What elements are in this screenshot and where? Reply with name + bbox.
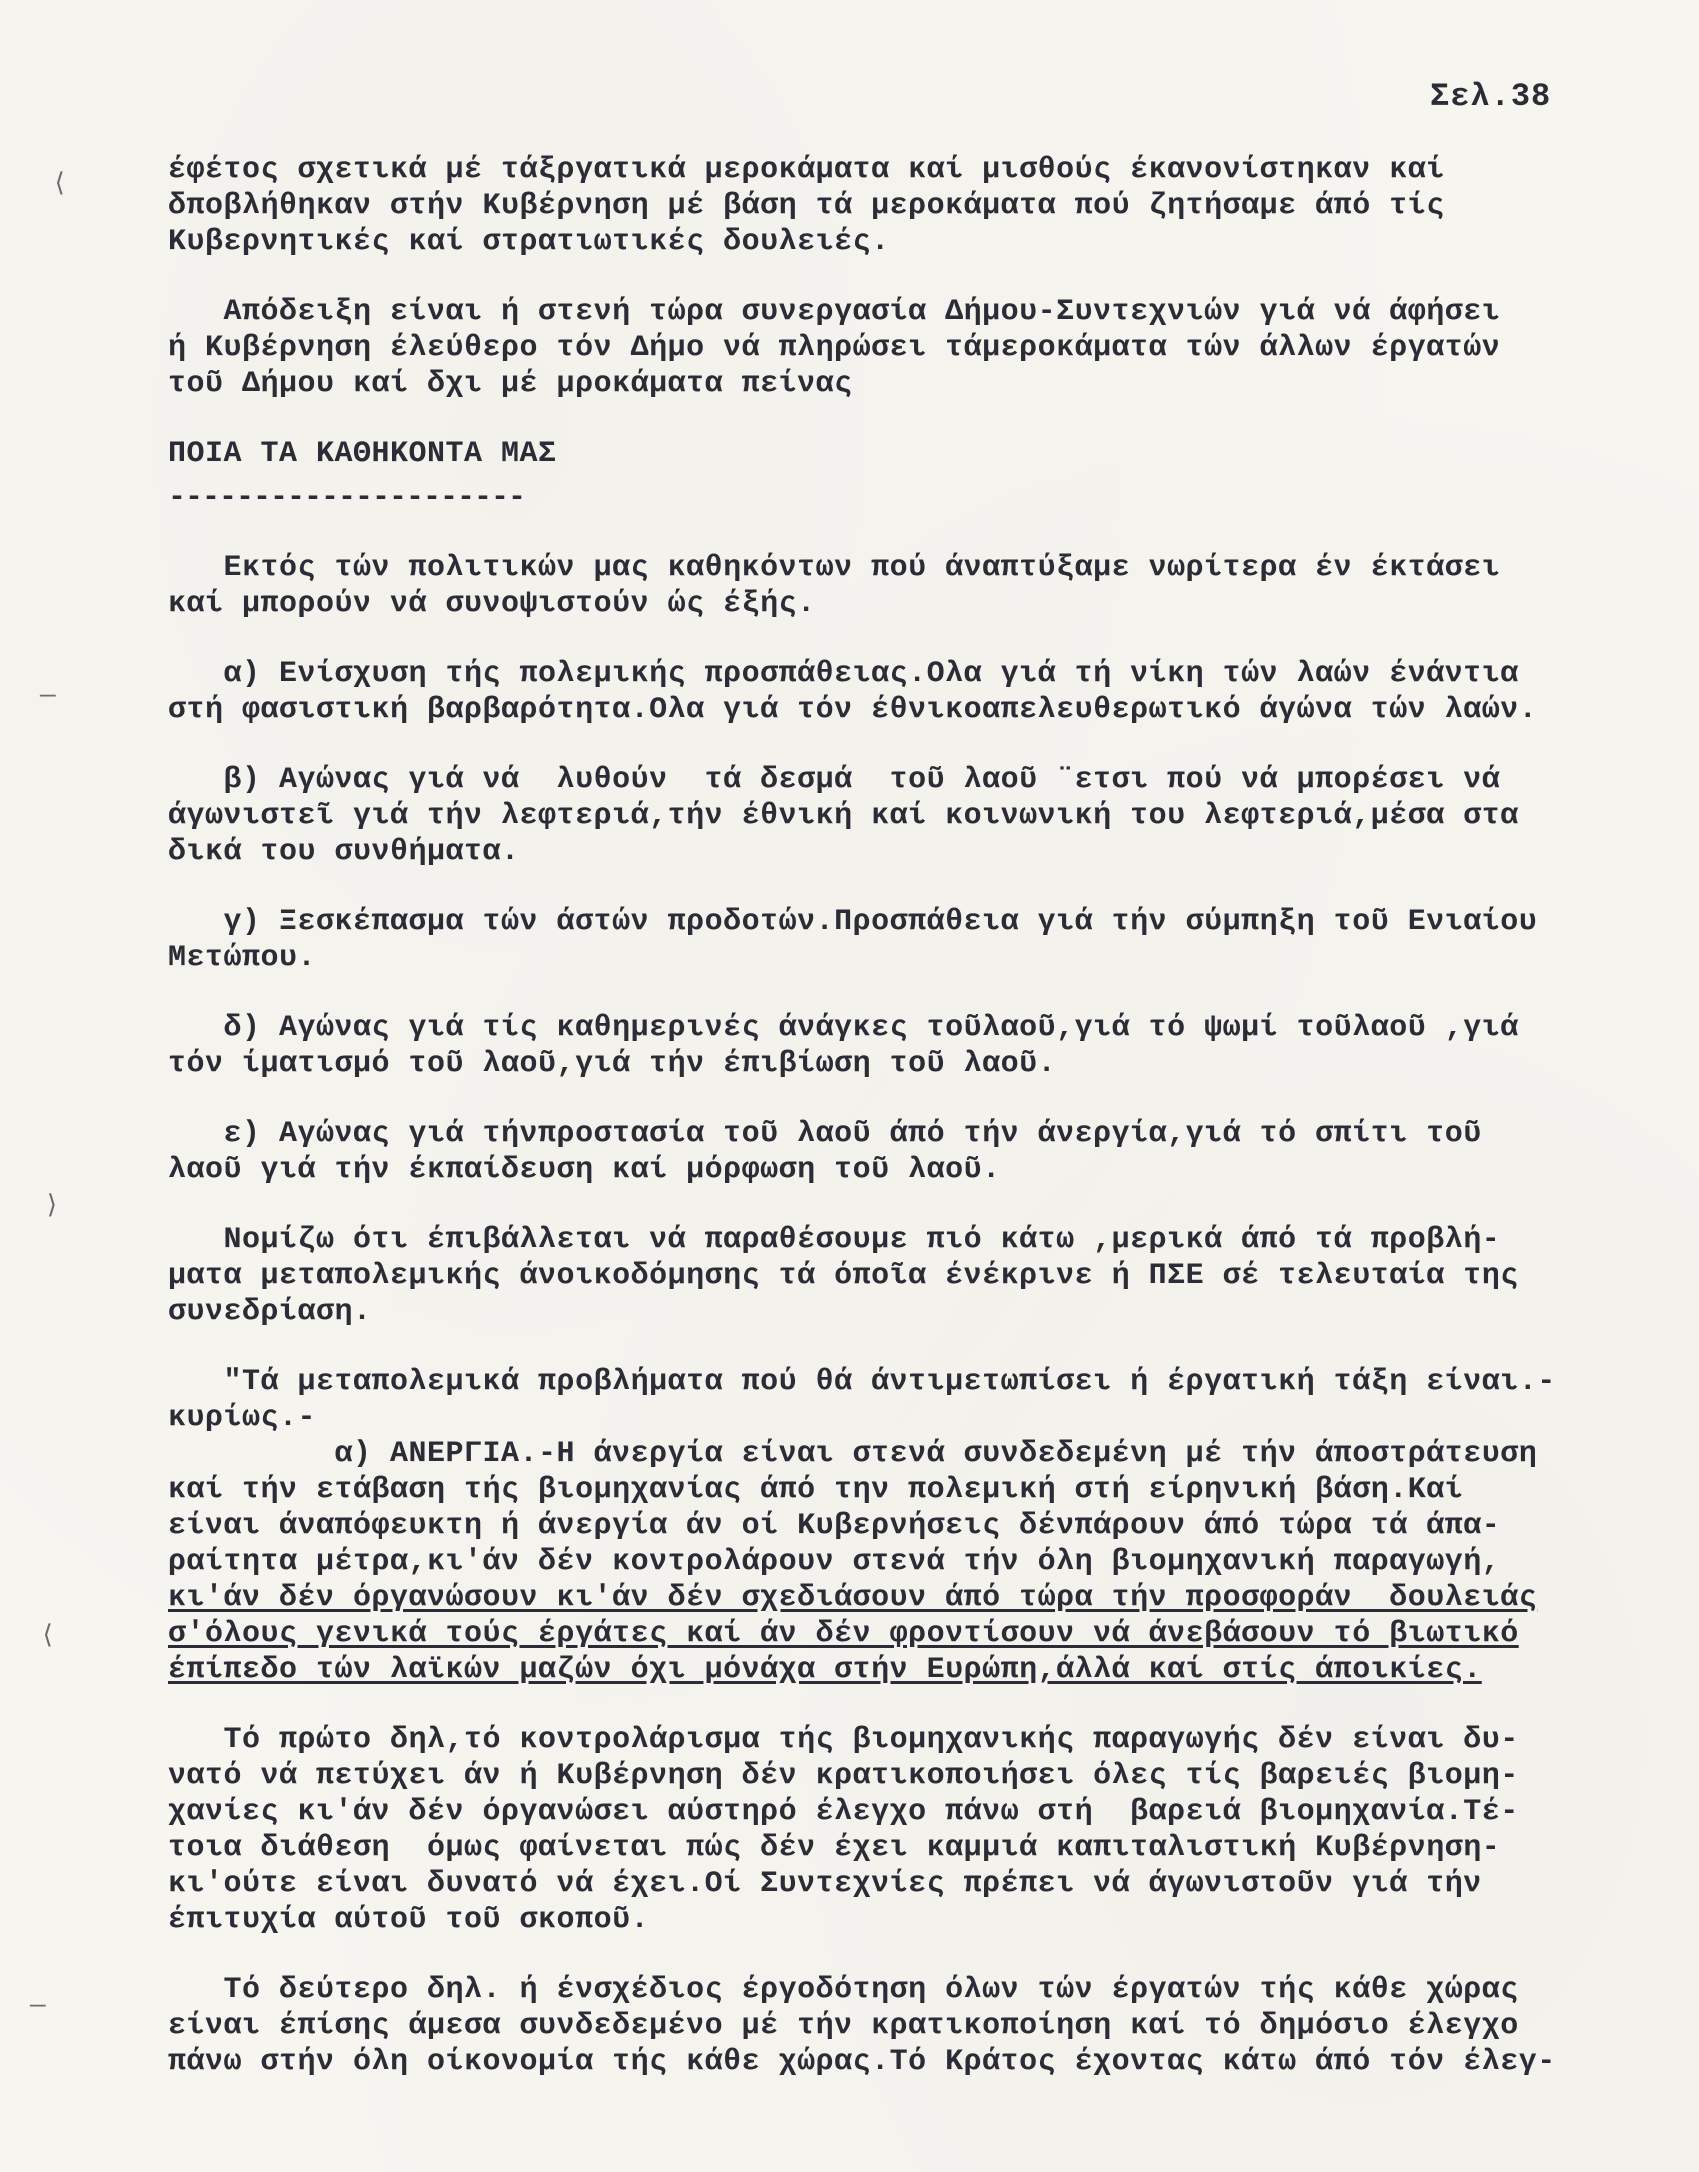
- text-line: έφέτος σχετικά μέ τάξργατικά μεροκάματα καί μισθούς έκανονίστηκαν καί: [168, 153, 1445, 187]
- text-line: χανίες κι'άν δέν όργανώσει αύστηρό έλεγχο πάνω στή βαρειά βιομηχανία.Τέ-: [168, 1795, 1519, 1829]
- paragraph: [168, 294, 1668, 402]
- text-line: Κυβερνητικές καί στρατιωτικές δουλειές.: [168, 225, 890, 259]
- text-line: δποβλήθηκαν στήν Κυβέρνηση μέ βάση τά μεροκάματα πού ζητήσαμε άπό τίς: [168, 189, 1445, 223]
- text-line: Τό πρώτο δηλ,τό κοντρολάρισμα τής βιομηχανικής παραγωγής δέν είναι δυ-: [168, 1723, 1519, 1757]
- margin-mark: ⟩: [44, 1191, 60, 1221]
- text-line: έπιτυχία αύτοῦ τοῦ σκοποῦ.: [168, 1903, 650, 1937]
- margin-mark: ⟨: [40, 1621, 56, 1651]
- text-line: Εκτός τών πολιτικών μας καθηκόντων πού άναπτύξαμε νωρίτερα έν έκτάσει: [168, 551, 1501, 585]
- text-line: έπίπεδο τών λαϊκών μαζών όχι μόνάχα στήν Ευρώπη,άλλά καί στίς άποικίες.: [168, 1653, 1482, 1687]
- text-line: ραίτητα μέτρα,κι'άν δέν κοντρολάρουν στενά τήν όλη βιομηχανική παραγωγή,: [168, 1545, 1501, 1579]
- paragraph: [168, 550, 1668, 622]
- paragraph: [168, 1116, 1668, 1188]
- text-line: Απόδειξη είναι ή στενή τώρα συνεργασία Δήμου-Συντεχνιών γιά νά άφήσει: [168, 295, 1501, 329]
- text-line: λαοῦ γιά τήν έκπαίδευση καί μόρφωση τοῦ λαοῦ.: [168, 1153, 1001, 1187]
- text-line: είναι άναπόφευκτη ή άνεργία άν οί Κυβερνήσεις δένπάρουν άπό τώρα τά άπα-: [168, 1509, 1501, 1543]
- text-line: κυρίως.-: [168, 1401, 317, 1435]
- heading-rule: ---------------------: [168, 481, 526, 515]
- text-line: κι'άν δέν όργανώσουν κι'άν δέν σχεδιάσουν άπό τώρα τήν προσφοράν δουλειάς: [168, 1581, 1538, 1615]
- text-line: α) ΑΝΕΡΓΙΑ.-Η άνεργία είναι στενά συνδεδεμένη μέ τήν άποστράτευση: [168, 1437, 1538, 1471]
- text-line: "Τά μεταπολεμικά προβλήματα πού θά άντιμετωπίσει ή έργατική τάξη είναι.-: [168, 1365, 1556, 1399]
- text-line: Μετώπου.: [168, 941, 317, 975]
- text-line: ή Κυβέρνηση έλεύθερο τόν Δήμο νά πληρώσει τάμεροκάματα τών άλλων έργατών: [168, 331, 1501, 365]
- margin-mark: —: [40, 680, 56, 710]
- text-line: στή φασιστική βαρβαρότητα.Ολα γιά τόν έθνικοαπελευθερωτικό άγώνα τών λαών.: [168, 693, 1538, 727]
- text-line: καί μπορούν νά συνοψιστούν ώς έξής.: [168, 587, 816, 621]
- text-line: Τό δεύτερο δηλ. ή ένσχέδιος έργοδότηση όλων τών έργατών τής κάθε χώρας: [168, 1973, 1519, 2007]
- paragraph: [168, 656, 1668, 728]
- text-line: ματα μεταπολεμικής άνοικοδόμησης τά όποῖα ένέκρινε ή ΠΣΕ σέ τελευταία της: [168, 1259, 1519, 1293]
- text-line: β) Αγώνας γιά νά λυθούν τά δεσμά τοῦ λαοῦ ¨ετσι πού νά μπορέσει νά: [168, 763, 1501, 797]
- page-number: Σελ.38: [1430, 78, 1552, 115]
- section-heading: ΠΟΙΑ ΤΑ ΚΑΘΗΚΟΝΤΑ ΜΑΣ: [168, 437, 557, 471]
- text-line: είναι έπίσης άμεσα συνδεδεμένο μέ τήν κρατικοποίηση καί τό δημόσιο έλεγχο: [168, 2009, 1519, 2043]
- text-line: δ) Αγώνας γιά τίς καθημερινές άνάγκες τοῦλαοῦ,γιά τό ψωμί τοῦλαοῦ ,γιά: [168, 1011, 1519, 1045]
- text-line: κι'ούτε είναι δυνατό νά έχει.Οί Συντεχνίες πρέπει νά άγωνιστοῦν γιά τήν: [168, 1867, 1482, 1901]
- text-line: Νομίζω ότι έπιβάλλεται νά παραθέσουμε πιό κάτω ,μερικά άπό τά προβλή-: [168, 1223, 1501, 1257]
- text-line: δικά του συνθήματα.: [168, 835, 520, 869]
- text-line: καί τήν ετάβαση τής βιομηχανίας άπό την πολεμική στή είρηνική βάση.Καί: [168, 1473, 1464, 1507]
- text-line: τοια διάθεση όμως φαίνεται πώς δέν έχει καμμιά καπιταλιστική Κυβέρνηση-: [168, 1831, 1501, 1865]
- paragraph: [168, 1364, 1668, 1688]
- paragraph: [168, 1722, 1668, 1938]
- text-line: τόν ίματισμό τοῦ λαοῦ,γιά τήν έπιβίωση τοῦ λαοῦ.: [168, 1047, 1057, 1081]
- paragraph: [168, 762, 1668, 870]
- paragraph: [168, 1972, 1668, 2080]
- text-line: πάνω στήν όλη οίκονομία τής κάθε χώρας.Τό Κράτος έχοντας κάτω άπό τόν έλεγ-: [168, 2045, 1556, 2079]
- document-body: [168, 152, 1668, 2114]
- text-line: σ'όλους γενικά τούς έργάτες καί άν δέν φροντίσουν νά άνεβάσουν τό βιωτικό: [168, 1617, 1519, 1651]
- text-line: συνεδρίαση.: [168, 1295, 372, 1329]
- text-line: γ) Ξεσκέπασμα τών άστών προδοτών.Προσπάθεια γιά τήν σύμπηξη τοῦ Ενιαίου: [168, 905, 1538, 939]
- margin-mark: ⟨: [52, 169, 68, 199]
- text-line: τοῦ Δήμου καί δχι μέ μροκάματα πείνας: [168, 367, 853, 401]
- paragraph: [168, 1010, 1668, 1082]
- text-line: νατό νά πετύχει άν ή Κυβέρνηση δέν κρατικοποιήσει όλες τίς βαρειές βιομη-: [168, 1759, 1519, 1793]
- paragraph: [168, 152, 1668, 260]
- margin-mark: —: [30, 1990, 46, 2020]
- text-line: α) Ενίσχυση τής πολεμικής προσπάθειας.Ολα γιά τή νίκη τών λαών ένάντια: [168, 657, 1519, 691]
- paragraph: [168, 1222, 1668, 1330]
- text-line: άγωνιστεῖ γιά τήν λεφτεριά,τήν έθνική καί κοινωνική του λεφτεριά,μέσα στα: [168, 799, 1519, 833]
- paragraph: [168, 904, 1668, 976]
- text-line: ε) Αγώνας γιά τήνπροστασία τοῦ λαοῦ άπό τήν άνεργία,γιά τό σπίτι τοῦ: [168, 1117, 1482, 1151]
